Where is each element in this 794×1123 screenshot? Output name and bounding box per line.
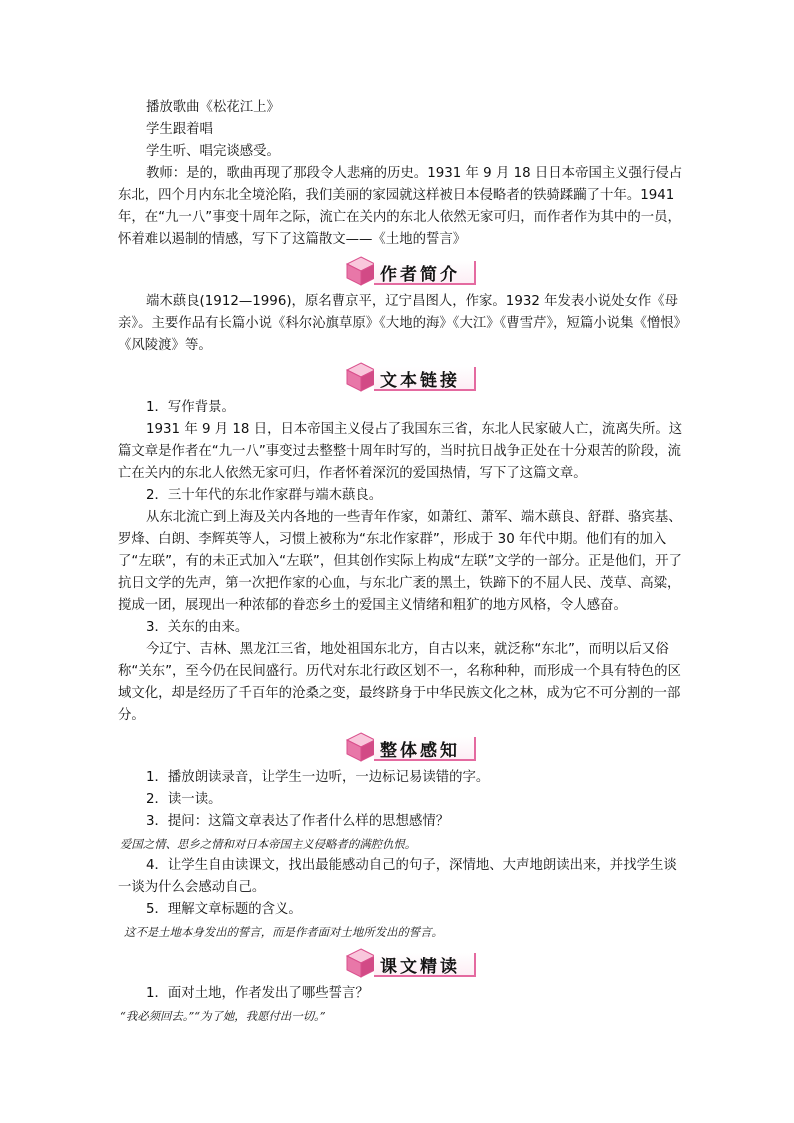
reading-answer-1: “我必须回去。”“为了她，我愿付出一切。” (120, 1009, 326, 1023)
section-header-overall (118, 731, 688, 763)
section-title: 课文精读 (380, 957, 460, 977)
links-item-2: 2．三十年代的东北作家群与端木蕻良。 (146, 488, 383, 503)
page-content (118, 97, 688, 1027)
cube-icon (344, 255, 378, 287)
section-header-links (118, 361, 688, 393)
intro-line-2: 学生跟着唱 (146, 122, 213, 137)
section-header-author (118, 255, 688, 287)
overall-item-3: 3．提问：这篇文章表达了作者什么样的思想感情？ (146, 814, 450, 829)
cube-icon (344, 731, 378, 763)
intro-line-1: 播放歌曲《松花江上》 (146, 100, 280, 115)
links-item-2-text: 从东北流亡到上海及关内各地的一些青年作家，如萧红、萧军、端木蕻良、舒群、骆宾基、罗烽、白朗、李辉英等人，习惯上被称为“东北作家群”，形成于 30 年代中期。他们有的加入了“左联”，有的未正式加入“左联”，但其创作实际上构成“左联”文学的一部分。正是他们，开了抗日文学的先声，第一次把作家的心血，与东北广袤的黑土，铁蹄下的不屈人民、茂草、高粱，搅成一团，展现出一种浓郁的眷恋乡土的爱国主义情绪和粗犷的地方风格，令人感奋。 (118, 510, 682, 613)
reading-item-1: 1．面对土地，作者发出了哪些誓言？ (146, 986, 369, 1001)
section-title: 作者简介 (380, 265, 460, 285)
cube-icon (344, 361, 378, 393)
links-item-1-text: 1931 年 9 月 18 日，日本帝国主义侵占了我国东三省，东北人民家破人亡，流离失所。这篇文章是作者在“九一八”事变过去整整十周年时写的，当时抗日战争正处在十分艰苦的阶段，流亡在关内的东北人依然无家可归，作者怀着深沉的爱国热情，写下了这篇文章。 (118, 422, 683, 481)
overall-item-4: 4．让学生自由读课文，找出最能感动自己的句子，深情地、大声地朗读出来，并找学生谈一谈为什么会感动自己。 (118, 858, 677, 895)
links-item-1: 1．写作背景。 (146, 400, 235, 415)
links-item-3-text: 今辽宁、吉林、黑龙江三省，地处祖国东北方，自古以来，就泛称“东北”，而明以后又俗称“关东”，至今仍在民间盛行。历代对东北行政区划不一，名称种种，而形成一个具有特色的区域文化，却是经历了千百年的沧桑之变，最终跻身于中华民族文化之林，成为它不可分割的一部分。 (118, 642, 681, 723)
intro-teacher-paragraph: 教师：是的，歌曲再现了那段令人悲痛的历史。1931 年 9 月 18 日日本帝国主义强行侵占东北，四个月内东北全境沦陷，我们美丽的家园就这样被日本侵略者的铁骑蹂躏了十年。1941 年，在“九一八”事变十周年之际，流亡在关内的东北人依然无家可归，而作者作为其中的一员，怀着难以遏制的情感，写下了这篇散文——《土地的誓言》 (118, 166, 683, 247)
overall-answer-3: 爱国之情、思乡之情和对日本帝国主义侵略者的满腔仇恨。 (120, 837, 417, 851)
cube-icon (344, 947, 378, 979)
overall-answer-5: 这不是土地本身发出的誓言，而是作者面对土地所发出的誓言。 (124, 925, 443, 939)
intro-line-3: 学生听、唱完谈感受。 (146, 144, 280, 159)
links-item-3: 3．关东的由来。 (146, 620, 249, 635)
section-title: 整体感知 (380, 741, 460, 761)
author-intro-paragraph: 端木蕻良(1912—1996)，原名曹京平，辽宁昌图人，作家。1932 年发表小说处女作《母亲》。主要作品有长篇小说《科尔沁旗草原》《大地的海》《大江》《曹雪芹》，短篇小说集《憎恨》《风陵渡》等。 (118, 294, 688, 353)
overall-item-5: 5．理解文章标题的含义。 (146, 902, 302, 917)
section-title: 文本链接 (380, 371, 460, 391)
overall-item-2: 2．读一读。 (146, 792, 222, 807)
overall-item-1: 1．播放朗读录音，让学生一边听，一边标记易读错的字。 (146, 770, 490, 785)
section-header-reading (118, 947, 688, 979)
